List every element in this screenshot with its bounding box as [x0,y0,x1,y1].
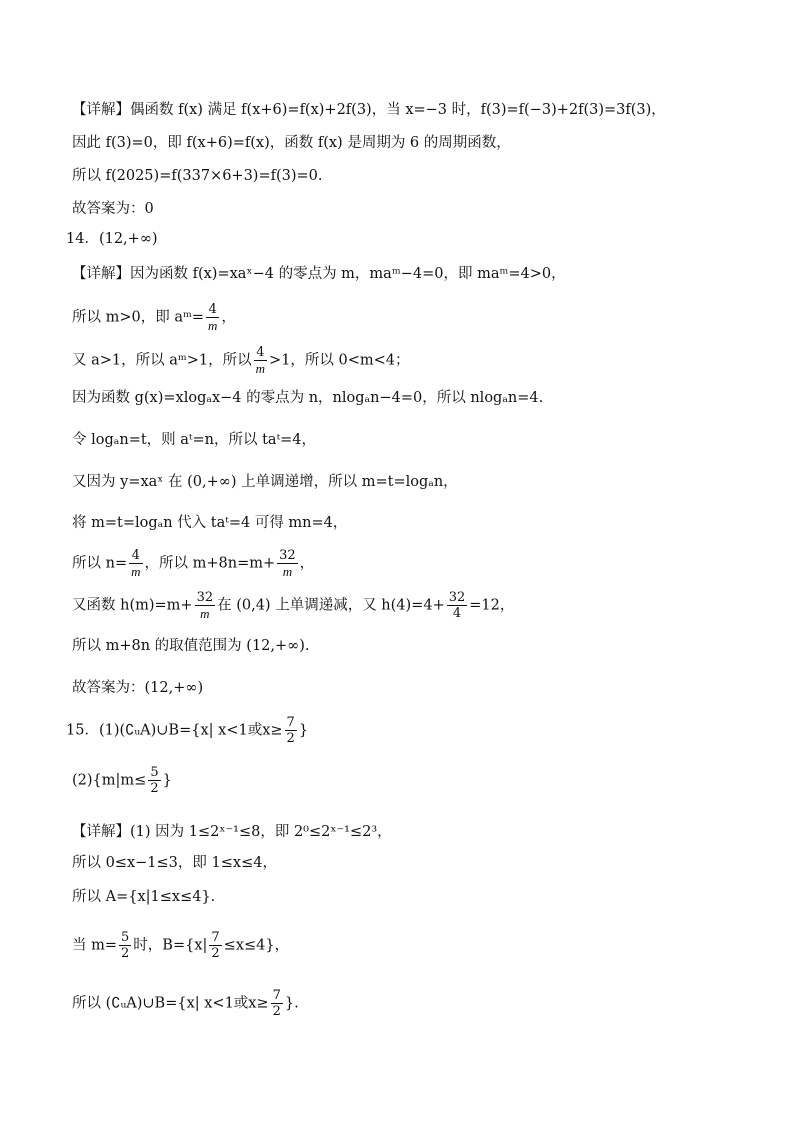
q15-line-2: 所以 0≤x−1≤3，即 1≤x≤4， [72,855,277,871]
q13-line-2: 因此 f(3)=0，即 f(x+6)=f(x)，函数 f(x) 是周期为 6 的周期函数， [72,135,511,151]
fraction: $\frac{5}{2}$ [121,930,130,961]
q15-line-3: 所以 A={x|1≤x≤4}. [72,889,216,905]
q14-line-5: 令 logₐn=t，则 aᵗ=n，所以 taᵗ=4， [72,432,317,448]
q15-line-1: 【详解】(1) 因为 1≤2ˣ⁻¹≤8，即 2⁰≤2ˣ⁻¹≤2³， [72,824,392,840]
q14-line-2: 所以 m>0，即 aᵐ= $\frac{4}{m}$ ， [72,302,236,333]
q15-line-5: 所以 (∁ᵤA)∪B={x| x<1或x≥ $\frac{7}{2}$ }. [72,988,299,1019]
fraction: $\frac{5}{2}$ [150,765,159,796]
q13-answer: 故答案为：0 [72,201,154,217]
fraction: $\frac{32}{m}$ [196,590,214,621]
q15-heading: 15．(1)(∁ᵤA)∪B={x| x<1或x≥ $\frac{7}{2}$ } [66,715,309,746]
q15-line-4: 当 m= $\frac{5}{2}$ 时，B={x| $\frac{7}{2}$ ≤x≤4}， [72,930,290,961]
q14-line-7: 将 m=t=logₐn 代入 taᵗ=4 可得 mn=4， [72,515,348,531]
q14-line-4: 因为函数 g(x)=xlogₐx−4 的零点为 n，nlogₐn−4=0，所以 nlogₐn=4. [72,390,544,406]
q13-line-3: 所以 f(2025)=f(337×6+3)=f(3)=0. [72,168,323,184]
q15-part2-answer: (2){m|m≤ $\frac{5}{2}$ } [72,765,172,796]
q13-line-1: 【详解】偶函数 f(x) 满足 f(x+6)=f(x)+2f(3)，当 x=−3 时，f(3)=f(−3)+2f(3)=3f(3)， [72,102,666,118]
q14-line-3: 又 a>1，所以 aᵐ>1，所以 $\frac{4}{m}$ >1，所以 0<m<4； [72,345,410,376]
q14-line-10: 所以 m+8n 的取值范围为 (12,+∞). [72,638,310,654]
fraction: $\frac{4}{m}$ [131,548,141,579]
q14-heading: 14．(12,+∞) [66,231,158,247]
fraction: $\frac{32}{m}$ [279,548,296,579]
fraction: $\frac{7}{2}$ [211,930,220,961]
q14-line-9: 又函数 h(m)=m+ $\frac{32}{m}$ 在 (0,4) 上单调递减，又 h(4)=4+ $\frac{32}{4}$ =12， [72,590,515,621]
fraction: $\frac{7}{2}$ [272,988,281,1019]
q14-line-6: 又因为 y=xaˣ 在 (0,+∞) 上单调递增，所以 m=t=logₐn， [72,474,458,490]
fraction: $\frac{7}{2}$ [286,715,295,746]
q14-answer: 故答案为：(12,+∞) [72,680,204,696]
q14-line-1: 【详解】因为函数 f(x)=xaˣ−4 的零点为 m，maᵐ−4=0，即 maᵐ=4>0， [72,266,566,282]
fraction: $\frac{4}{m}$ [255,345,266,376]
fraction: $\frac{4}{m}$ [208,302,218,333]
q14-line-8: 所以 n= $\frac{4}{m}$ ，所以 m+8n=m+ $\frac{32}{m}$ ， [72,548,315,579]
fraction: $\frac{32}{4}$ [448,590,466,621]
